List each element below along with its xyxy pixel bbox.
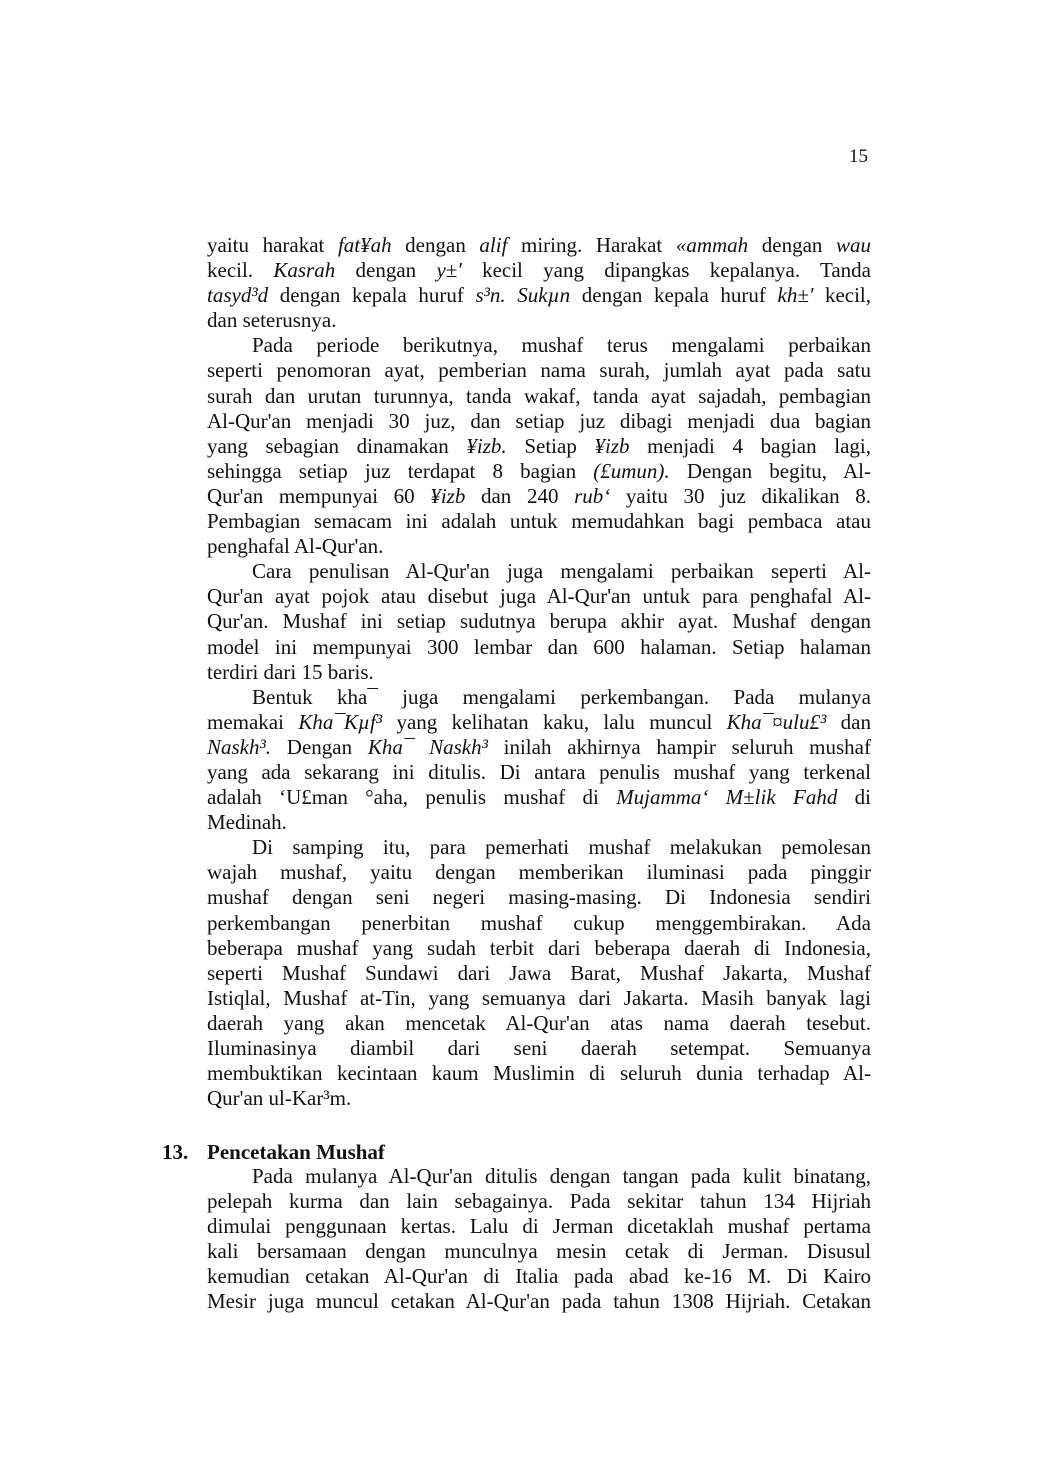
text-line <box>207 584 871 609</box>
text-run: inilah akhirnya hampir seluruh mushaf <box>487 734 871 759</box>
text-line <box>207 735 871 760</box>
text-line <box>207 1264 871 1289</box>
text-line <box>207 1214 871 1239</box>
body-text-top <box>207 233 871 1111</box>
text-line <box>207 459 871 484</box>
text-run: Dengan begitu, Al- <box>669 458 871 483</box>
text-line <box>207 333 871 358</box>
italic-term: ¥izb <box>430 483 466 508</box>
text-run: seperti Mushaf Sundawi dari Jawa Barat, Mushaf Jakarta, Mushaf <box>207 960 871 985</box>
text-run: menjadi 4 bagian lagi, <box>629 433 871 458</box>
text-line <box>207 609 871 634</box>
text-run: Pada mulanya Al-Qur'an ditulis dengan tangan pada kulit binatang, <box>252 1164 871 1188</box>
text-run: perkembangan penerbitan mushaf cukup menggembirakan. Ada <box>207 910 871 935</box>
italic-term: Kasrah <box>273 258 336 283</box>
italic-term: ¥izb <box>594 433 630 458</box>
italic-term: rub‘ <box>574 483 611 508</box>
text-run: kemudian cetakan Al-Qur'an di Italia pada abad ke-16 M. Di Kairo <box>207 1264 871 1289</box>
text-line <box>207 434 871 459</box>
section-number: 13. <box>162 1140 189 1164</box>
text-run: dan seterusnya. <box>207 308 337 333</box>
text-run: dan <box>826 709 872 734</box>
italic-term: tasyd³d <box>207 283 269 308</box>
text-run: yang ada sekarang ini ditulis. Di antara penulis mushaf yang terkenal <box>207 759 871 784</box>
italic-term: y±' <box>436 258 462 283</box>
text-line <box>207 660 871 685</box>
text-line <box>207 384 871 409</box>
text-line <box>207 710 871 735</box>
text-run: mushaf dengan seni negeri masing-masing. Di Indonesia sendiri <box>207 885 871 910</box>
text-run: daerah yang akan mencetak Al-Qur'an atas nama daerah tesebut. <box>207 1010 871 1035</box>
text-line <box>207 635 871 660</box>
text-line <box>207 810 871 835</box>
text-line <box>207 961 871 986</box>
paragraph <box>207 233 871 333</box>
italic-term: ¥izb. <box>466 433 507 458</box>
text-run: model ini mempunyai 300 lembar dan 600 halaman. Setiap halaman <box>207 634 871 659</box>
text-run: dengan <box>335 258 437 283</box>
italic-term: Kha¯Kµf³ <box>298 709 383 734</box>
section-heading <box>162 1140 385 1165</box>
text-line <box>207 534 871 559</box>
text-run: Mesir juga muncul cetakan Al-Qur'an pada tahun 1308 Hijriah. Cetakan <box>207 1289 871 1314</box>
italic-term: (£umun). <box>593 458 670 483</box>
text-line <box>207 559 871 584</box>
text-line <box>207 358 871 383</box>
text-run: kali bersamaan dengan munculnya mesin cetak di Jerman. Disusul <box>207 1239 871 1264</box>
text-line <box>207 1239 871 1264</box>
text-run: kecil yang dipangkas kepalanya. Tanda <box>461 258 871 283</box>
text-line <box>207 760 871 785</box>
text-run: yang sebagian dinamakan <box>207 433 467 458</box>
italic-term: s³n. Sukµn <box>475 283 571 308</box>
text-line <box>207 1189 871 1214</box>
text-run: kecil, <box>813 283 872 308</box>
text-run: sehingga setiap juz terdapat 8 bagian <box>207 458 594 483</box>
text-run: Di samping itu, para pemerhati mushaf melakukan pemolesan <box>252 835 871 860</box>
page-number: 15 <box>849 146 868 167</box>
text-run: memakai <box>207 709 299 734</box>
text-run: seperti penomoran ayat, pemberian nama surah, jumlah ayat pada satu <box>207 358 871 383</box>
text-run: wajah mushaf, yaitu dengan memberikan iluminasi pada pinggir <box>207 860 871 885</box>
text-run: dengan kepala huruf <box>268 283 476 308</box>
text-run: Bentuk kha¯ juga mengalami perkembangan. Pada mulanya <box>252 684 871 709</box>
text-line <box>207 484 871 509</box>
text-run: Setiap <box>506 433 595 458</box>
text-run: surah dan urutan turunnya, tanda wakaf, tanda ayat sajadah, pembagian <box>207 383 871 408</box>
text-line <box>207 835 871 860</box>
italic-term: kh±' <box>777 283 814 308</box>
text-line <box>207 1011 871 1036</box>
text-line <box>207 509 871 534</box>
paragraph <box>207 333 871 559</box>
text-line <box>207 785 871 810</box>
text-run: pelepah kurma dan lain sebagainya. Pada sekitar tahun 134 Hijriah <box>207 1189 871 1214</box>
text-line <box>207 986 871 1011</box>
text-run: Dengan <box>271 734 368 759</box>
italic-term: «ammah <box>675 233 749 257</box>
text-line <box>207 283 871 308</box>
text-run: Qur'an ul-Kar³m. <box>207 1086 352 1111</box>
text-run: dengan kepala huruf <box>570 283 778 308</box>
text-run: Qur'an mempunyai 60 <box>207 483 431 508</box>
text-line <box>207 233 871 258</box>
text-run: dan 240 <box>465 483 575 508</box>
text-line <box>207 936 871 961</box>
text-line <box>207 258 871 283</box>
text-run: Pada periode berikutnya, mushaf terus mengalami perbaikan <box>252 333 871 358</box>
paragraph <box>207 1164 871 1315</box>
text-run: Al-Qur'an menjadi 30 juz, dan setiap juz dibagi menjadi dua bagian <box>207 408 871 433</box>
text-run: dimulai penggunaan kertas. Lalu di Jerman dicetaklah mushaf pertama <box>207 1214 871 1239</box>
text-line <box>207 1164 871 1189</box>
italic-term: Kha¯ Naskh³ <box>367 734 488 759</box>
text-run: dengan <box>748 233 836 257</box>
italic-term: fat¥ah <box>337 233 392 257</box>
text-line <box>207 1061 871 1086</box>
text-line <box>207 308 871 333</box>
italic-term: alif <box>479 233 508 257</box>
text-run: Qur'an. Mushaf ini setiap sudutnya berupa akhir ayat. Mushaf dengan <box>207 609 871 634</box>
text-run: Qur'an ayat pojok atau disebut juga Al-Qur'an untuk para penghafal Al- <box>207 584 871 609</box>
text-line <box>207 685 871 710</box>
text-line <box>207 860 871 885</box>
text-run: terdiri dari 15 baris. <box>207 659 374 684</box>
paragraph <box>207 835 871 1111</box>
text-run: di <box>837 785 871 810</box>
text-line <box>207 409 871 434</box>
text-run: dengan <box>391 233 480 257</box>
body-text-section <box>207 1164 871 1315</box>
text-line <box>207 1036 871 1061</box>
text-run: miring. Harakat <box>507 233 676 257</box>
italic-term: Naskh³. <box>207 734 272 759</box>
text-line <box>207 1086 871 1111</box>
text-run: penghafal Al-Qur'an. <box>207 534 384 559</box>
text-line <box>207 885 871 910</box>
section-title: Pencetakan Mushaf <box>207 1140 385 1164</box>
paragraph <box>207 559 871 684</box>
italic-term: wau <box>835 233 871 257</box>
text-run: Cara penulisan Al-Qur'an juga mengalami perbaikan seperti Al- <box>252 559 871 584</box>
text-run: kecil. <box>207 258 274 283</box>
text-line <box>207 911 871 936</box>
text-run: adalah ‘U£man °aha, penulis mushaf di <box>207 785 617 810</box>
text-run: yaitu harakat <box>207 233 338 257</box>
text-run: Medinah. <box>207 810 287 835</box>
text-run: beberapa mushaf yang sudah terbit dari beberapa daerah di Indonesia, <box>207 935 871 960</box>
paragraph <box>207 685 871 836</box>
text-run: yaitu 30 juz dikalikan 8. <box>610 483 871 508</box>
text-run: membuktikan kecintaan kaum Muslimin di seluruh dunia terhadap Al- <box>207 1061 871 1086</box>
italic-term: Mujamma‘ M±lik Fahd <box>616 785 838 810</box>
text-run: yang kelihatan kaku, lalu muncul <box>382 709 727 734</box>
italic-term: Kha¯¤ulu£³ <box>726 709 827 734</box>
text-run: Iluminasinya diambil dari seni daerah setempat. Semuanya <box>207 1036 871 1060</box>
text-run: Pembagian semacam ini adalah untuk memudahkan bagi pembaca atau <box>207 509 871 534</box>
text-line <box>207 1289 871 1314</box>
text-run: Istiqlal, Mushaf at-Tin, yang semuanya dari Jakarta. Masih banyak lagi <box>207 985 871 1010</box>
